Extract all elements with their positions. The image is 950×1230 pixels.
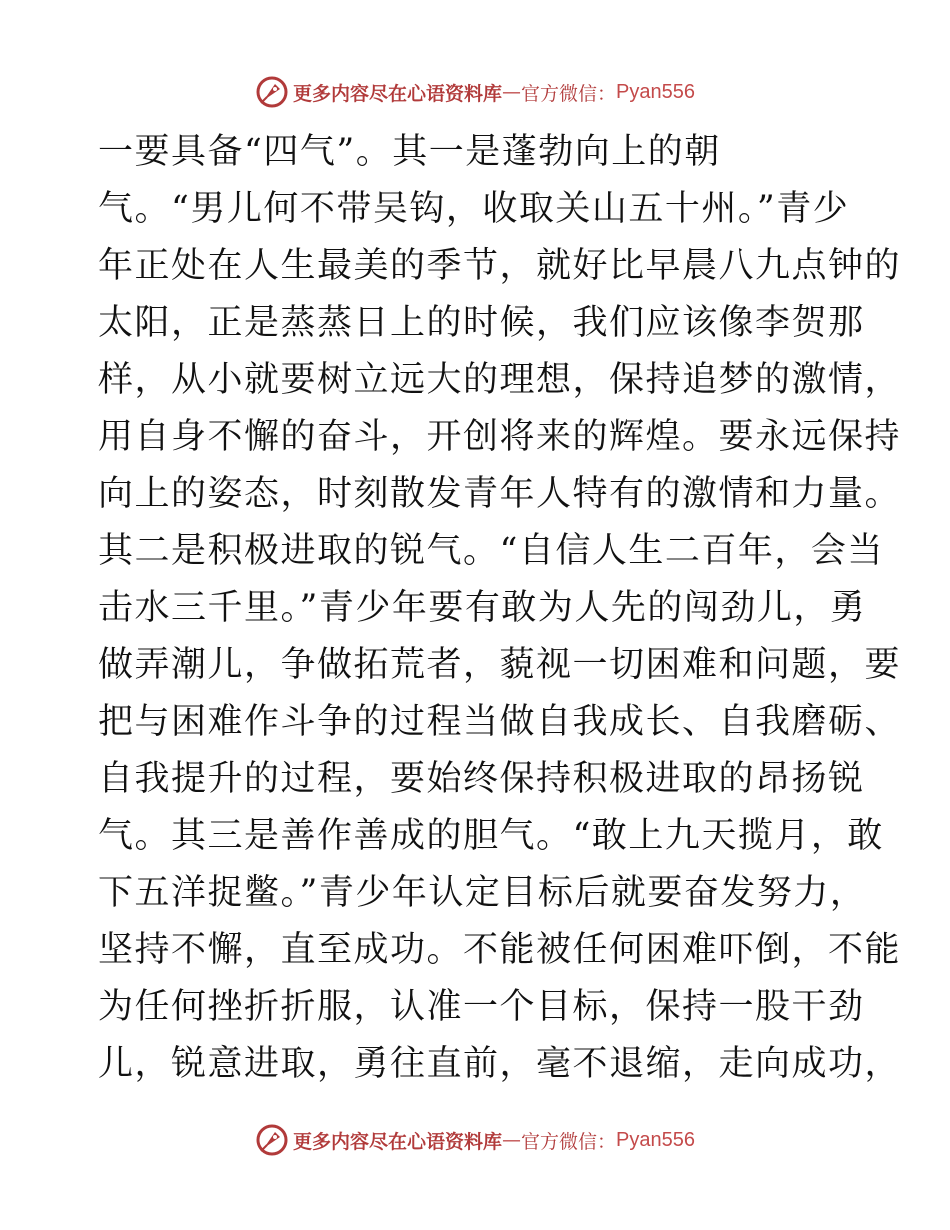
header-banner-main: 更多内容尽在心语资料库 (293, 82, 503, 105)
header-banner-wechat-id: Pyan556 (616, 80, 695, 103)
text-line: 太阳，正是蒸蒸日上的时候，我们应该像李贺那 (98, 303, 865, 343)
footer-banner-wechat-id: Pyan556 (616, 1128, 695, 1151)
header-banner-dash: — (502, 81, 522, 103)
footer-banner-label: 官方微信： (521, 1130, 617, 1153)
body-paragraph (98, 124, 902, 1093)
text-line: 击水三千里。”青少年要有敢为人先的闯劲儿，勇 (98, 588, 867, 628)
footer-banner-main: 更多内容尽在心语资料库 (293, 1130, 503, 1153)
header-banner-label: 官方微信： (521, 82, 617, 105)
text-line: 为任何挫折折服，认准一个目标，保持一股干劲 (98, 987, 865, 1027)
text-line: 一要具备“四气”。其一是蓬勃向上的朝 (98, 132, 721, 172)
text-line: 儿，锐意进取，勇往直前，毫不退缩，走向成功， (98, 1044, 902, 1084)
text-line: 其二是积极进取的锐气。“自信人生二百年，会当 (98, 531, 884, 571)
text-line: 样，从小就要树立远大的理想，保持追梦的激情， (98, 360, 902, 400)
text-line: 自我提升的过程，要始终保持积极进取的昂扬锐 (98, 759, 865, 799)
footer-banner-dash: — (502, 1129, 522, 1151)
text-line: 坚持不懈，直至成功。不能被任何困难吓倒，不能 (98, 930, 902, 970)
header-banner (0, 72, 950, 112)
pen-nib-logo-icon (255, 1123, 289, 1157)
text-line: 把与困难作斗争的过程当做自我成长、自我磨砺、 (98, 702, 902, 742)
header-banner-text (293, 79, 695, 106)
footer-banner (0, 1120, 950, 1160)
text-line: 用自身不懈的奋斗，开创将来的辉煌。要永远保持 (98, 417, 902, 457)
footer-banner-text (293, 1127, 695, 1154)
text-line: 做弄潮儿，争做拓荒者，藐视一切困难和问题，要 (98, 645, 902, 685)
text-line: 气。“男儿何不带吴钩，收取关山五十州。”青少 (98, 189, 850, 229)
text-line: 下五洋捉鳖。”青少年认定目标后就要奋发努力， (98, 873, 867, 913)
text-line: 年正处在人生最美的季节，就好比早晨八九点钟的 (98, 246, 902, 286)
text-line: 向上的姿态，时刻散发青年人特有的激情和力量。 (98, 474, 902, 514)
text-line: 气。其三是善作善成的胆气。“敢上九天揽月，敢 (98, 816, 884, 856)
pen-nib-logo-icon (255, 75, 289, 109)
